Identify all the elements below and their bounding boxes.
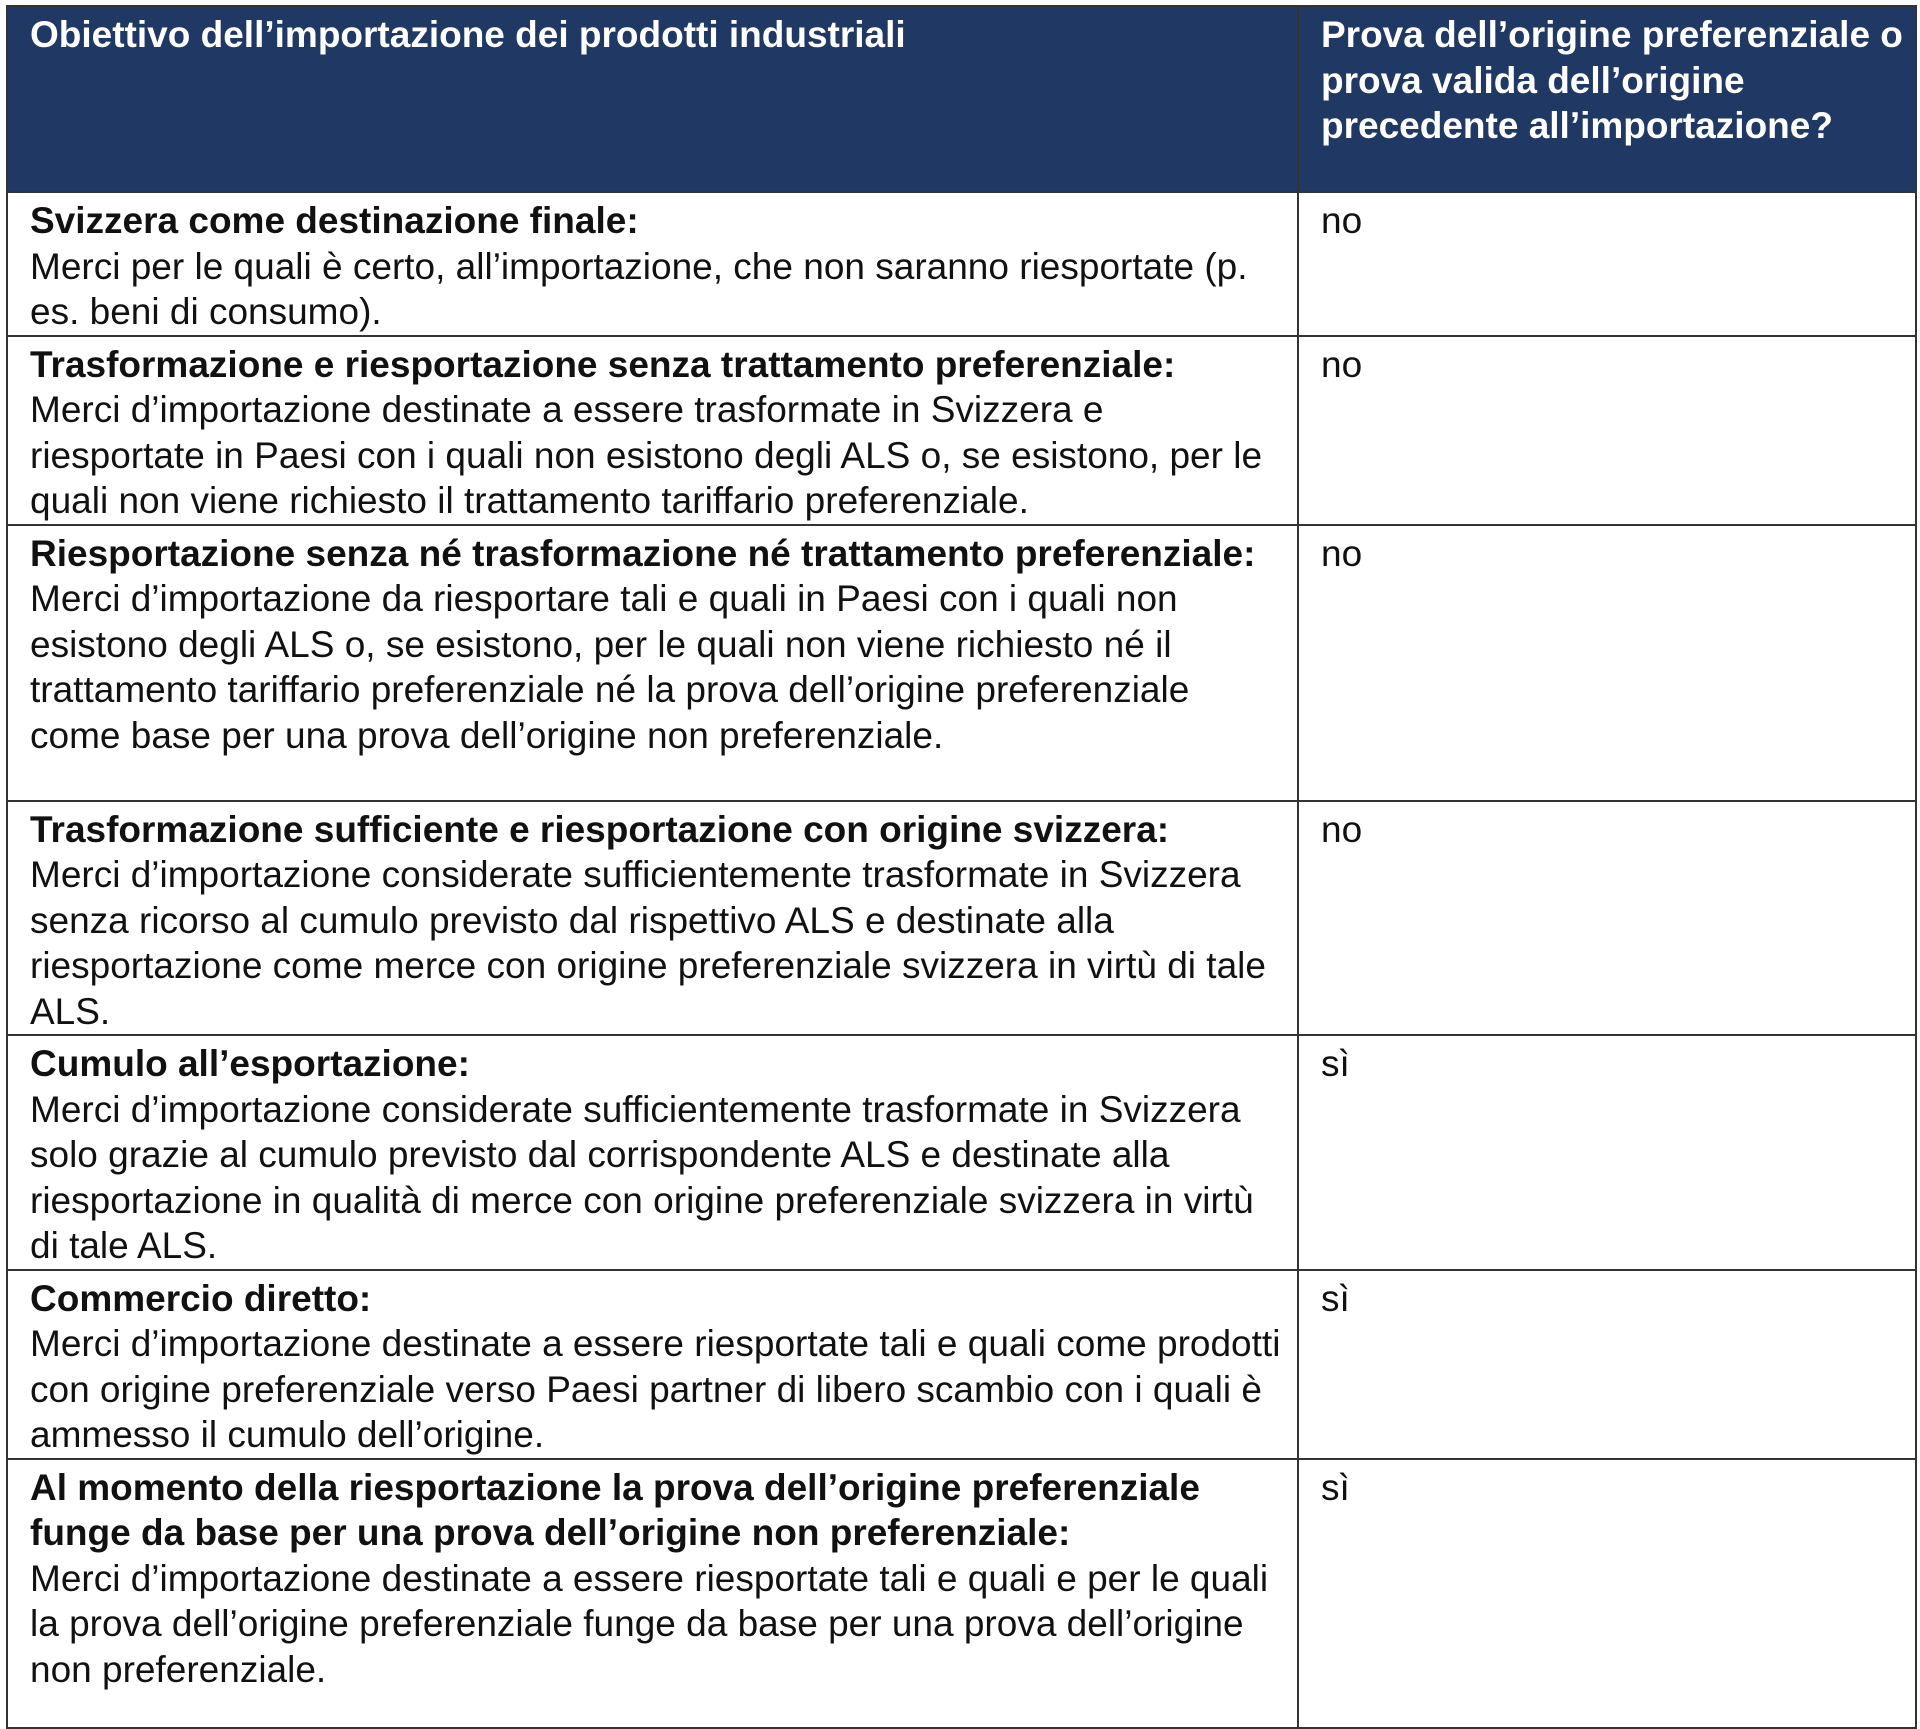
table-header xyxy=(7,6,1916,192)
row-description: Merci d’importazione destinate a essere trasformate in Svizzera e riesportate in Paesi con i quali non esistono degli ALS o, se esistono, per le quali non viene richiesto il trattamento tariffario preferenziale. xyxy=(30,389,1263,521)
proof-cell xyxy=(1298,192,1916,336)
row-description: Merci d’importazione da riesportare tali e quali in Paesi con i quali non esistono degli ALS o, se esistono, per le quali non viene richiesto né il trattamento tariffario preferenziale né la prova dell’origine preferenziale come base per una prova dell’origine non preferenziale. xyxy=(30,578,1190,756)
row-answer: sì xyxy=(1321,1277,1350,1319)
table-row xyxy=(7,336,1916,525)
table-body xyxy=(7,192,1916,1728)
row-description: Merci d’importazione considerate sufficientemente trasformate in Svizzera senza ricorso al cumulo previsto dal rispettivo ALS e destinate alla riesportazione come merce con origine preferenziale svizzera in virtù di tale ALS. xyxy=(30,854,1266,1032)
table-row xyxy=(7,525,1916,801)
row-description: Merci d’importazione destinate a essere riesportate tali e quali come prodotti con origine preferenziale verso Paesi partner di libero scambio con i quali è ammesso il cumulo dell’origine. xyxy=(30,1323,1281,1455)
proof-cell xyxy=(1298,801,1916,1036)
row-title: Cumulo all’esportazione: xyxy=(30,1043,470,1084)
row-answer: no xyxy=(1321,808,1363,850)
table-row xyxy=(7,1459,1916,1728)
header-row xyxy=(7,6,1916,192)
table-row xyxy=(7,1270,1916,1459)
row-title: Trasformazione e riesportazione senza trattamento preferenziale: xyxy=(30,343,1176,385)
row-title: Al momento della riesportazione la prova dell’origine preferenziale funge da base per una prova dell’origine non preferenziale: xyxy=(30,1466,1200,1553)
proof-cell xyxy=(1298,1035,1916,1270)
origin-proof-table xyxy=(6,5,1917,1729)
objective-cell xyxy=(7,1270,1298,1459)
row-title: Trasformazione sufficiente e riesportazione con origine svizzera: xyxy=(30,808,1170,850)
header-objective: Obiettivo dell’importazione dei prodotti industriali xyxy=(7,6,1298,192)
objective-cell xyxy=(7,801,1298,1036)
objective-cell xyxy=(7,1459,1298,1728)
proof-cell xyxy=(1298,1459,1916,1728)
table-row xyxy=(7,801,1916,1036)
table-row xyxy=(7,192,1916,336)
row-title: Svizzera come destinazione finale: xyxy=(30,200,639,241)
row-description: Merci per le quali è certo, all’importazione, che non saranno riesportate (p. es. beni di consumo). xyxy=(30,245,1248,332)
proof-cell xyxy=(1298,336,1916,525)
objective-cell xyxy=(7,525,1298,801)
row-description: Merci d’importazione considerate sufficientemente trasformate in Svizzera solo grazie al cumulo previsto dal corrispondente ALS e destinate alla riesportazione in qualità di merce con origine preferenziale svizzera in virtù di tale ALS. xyxy=(30,1088,1254,1266)
row-answer: sì xyxy=(1321,1466,1350,1508)
row-answer: no xyxy=(1321,532,1363,574)
table-row xyxy=(7,1035,1916,1270)
header-proof: Prova dell’origine preferenziale o prova valida dell’origine precedente all’importazione? xyxy=(1298,6,1916,192)
row-answer: no xyxy=(1321,200,1363,241)
proof-cell xyxy=(1298,1270,1916,1459)
proof-cell xyxy=(1298,525,1916,801)
row-description: Merci d’importazione destinate a essere riesportate tali e quali e per le quali la prova dell’origine preferenziale funge da base per una prova dell’origine non preferenziale. xyxy=(30,1557,1269,1690)
objective-cell xyxy=(7,192,1298,336)
objective-cell xyxy=(7,336,1298,525)
row-answer: no xyxy=(1321,343,1363,385)
row-title: Riesportazione senza né trasformazione né trattamento preferenziale: xyxy=(30,532,1256,574)
objective-cell xyxy=(7,1035,1298,1270)
row-answer: sì xyxy=(1321,1043,1350,1084)
row-title: Commercio diretto: xyxy=(30,1277,372,1319)
